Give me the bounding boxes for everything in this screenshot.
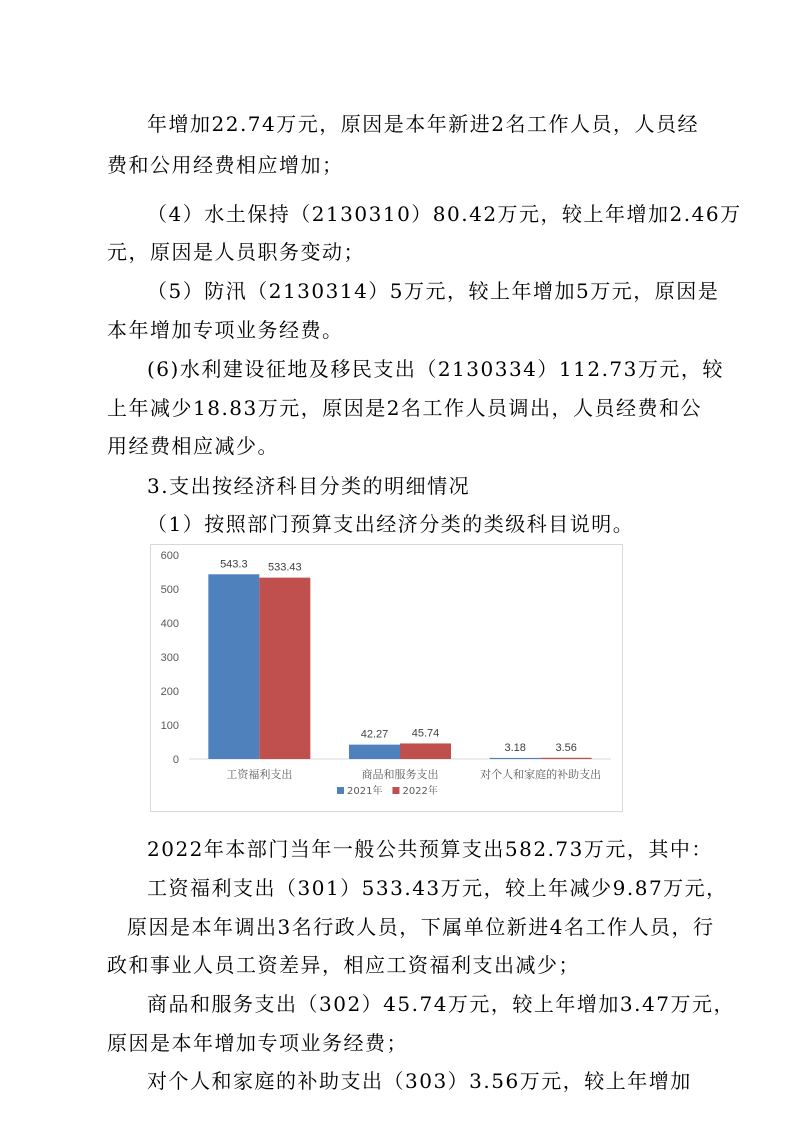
chart-canvas xyxy=(151,545,624,813)
data-label: 3.18 xyxy=(504,741,526,754)
paragraph-line: 2022年本部门当年一般公共预算支出582.73万元，其中： xyxy=(147,837,713,861)
expense-bar-chart xyxy=(150,544,623,812)
bar xyxy=(208,574,259,759)
bar xyxy=(259,578,310,759)
y-tick-label: 100 xyxy=(160,720,179,732)
paragraph-line: （4）水土保持（2130310）80.42万元，较上年增加2.46万 xyxy=(147,202,742,226)
bar xyxy=(541,758,592,759)
data-label: 543.3 xyxy=(220,558,248,571)
paragraph-line: 工资福利支出（301）533.43万元，较上年减少9.87万元， xyxy=(147,876,728,900)
paragraph-line: 元，原因是人员职务变动； xyxy=(107,240,365,264)
paragraph-line: 年增加22.74万元，原因是本年新进2名工作人员，人员经 xyxy=(147,112,699,136)
paragraph-line: (6)水利建设征地及移民支出（2130334）112.73万元，较 xyxy=(147,357,724,381)
y-tick-label: 600 xyxy=(160,550,179,562)
category-label: 工资福利支出 xyxy=(226,768,293,781)
y-tick-label: 300 xyxy=(160,652,179,664)
legend-label: 2022年 xyxy=(402,786,438,797)
y-tick-label: 0 xyxy=(172,754,179,766)
paragraph-line: 费和公用经费相应增加； xyxy=(107,153,344,177)
paragraph-line: 本年增加专项业务经费。 xyxy=(107,318,344,342)
paragraph-line: 原因是本年增加专项业务经费； xyxy=(107,1031,408,1055)
bar xyxy=(400,743,451,759)
bar xyxy=(349,745,400,759)
data-label: 533.43 xyxy=(268,561,302,574)
legend-label: 2021年 xyxy=(347,786,383,797)
data-label: 42.27 xyxy=(360,728,389,741)
paragraph-line: 上年减少18.83万元，原因是2名工作人员调出，人员经费和公 xyxy=(107,396,702,420)
y-tick-label: 500 xyxy=(160,584,179,596)
category-label: 对个人和家庭的补助支出 xyxy=(480,768,602,781)
bar xyxy=(490,758,541,759)
paragraph-line: 对个人和家庭的补助支出（303）3.56万元，较上年增加 xyxy=(147,1069,692,1093)
section-heading: 3.支出按经济科目分类的明细情况 xyxy=(147,474,471,498)
y-tick-label: 200 xyxy=(160,686,179,698)
data-label: 45.74 xyxy=(411,727,440,740)
subsection-heading: （1）按照部门预算支出经济分类的类级科目说明。 xyxy=(147,512,635,536)
paragraph-line: 用经费相应减少。 xyxy=(107,434,279,458)
paragraph-line: 原因是本年调出3名行政人员，下属单位新进4名工作人员，行 xyxy=(127,915,715,939)
y-tick-label: 400 xyxy=(160,618,179,630)
paragraph-line: 政和事业人员工资差异，相应工资福利支出减少； xyxy=(107,953,580,977)
paragraph-line: （5）防汛（2130314）5万元，较上年增加5万元，原因是 xyxy=(147,279,720,303)
legend-swatch xyxy=(337,787,344,794)
paragraph-line: 商品和服务支出（302）45.74万元，较上年增加3.47万元， xyxy=(147,992,735,1016)
category-label: 商品和服务支出 xyxy=(361,768,439,781)
legend-swatch xyxy=(392,787,399,794)
data-label: 3.56 xyxy=(555,741,577,754)
